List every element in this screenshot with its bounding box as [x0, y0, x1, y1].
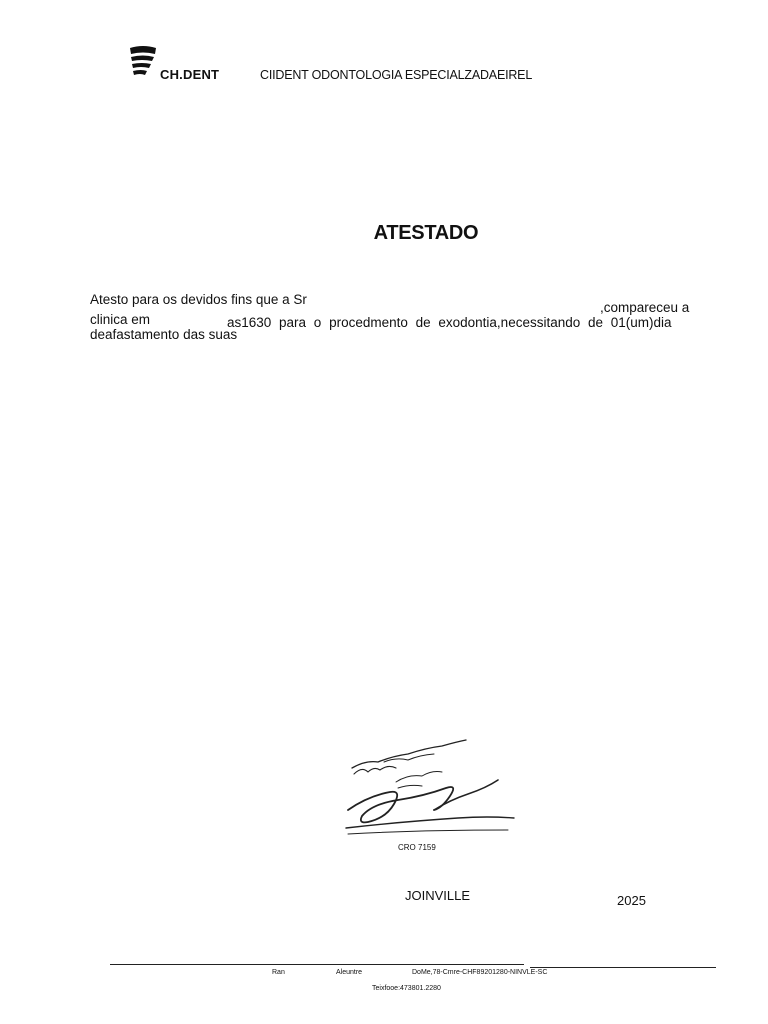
footer-phone: Teixfooe:473801.2280: [372, 985, 441, 992]
logo-icon: [128, 44, 158, 80]
body-line-3: deafastamento das suas: [90, 327, 238, 342]
footer-address: DoMe,78-Cmre-CHF89201280-NINVLE-SC: [412, 969, 548, 976]
brand-name: CH.DENT: [160, 67, 220, 82]
year: 2025: [617, 893, 646, 908]
body-line-2-start: clinica em: [90, 312, 151, 327]
document-title: ATESTADO: [373, 222, 479, 244]
body-line-2-rest: as1630 para o procedmento de exodontia,necessitando de 01(um)dia: [227, 315, 672, 330]
city: JOINVILLE: [405, 888, 471, 903]
body-line-1-end: ,compareceu a: [600, 300, 690, 315]
body-line-1-start: Atesto para os devidos fins que a Sr: [90, 292, 307, 307]
footer-divider-right: [530, 967, 716, 968]
cro-number: CRO 7159: [398, 843, 436, 852]
footer-item-2: Aleuntre: [336, 969, 363, 976]
footer-item-1: Ran: [272, 969, 285, 976]
signature-stamp: [338, 730, 528, 842]
footer-divider-left: [110, 964, 524, 965]
company-name: CIIDENT ODONTOLOGIA ESPECIALZADAEIREL: [260, 68, 533, 82]
